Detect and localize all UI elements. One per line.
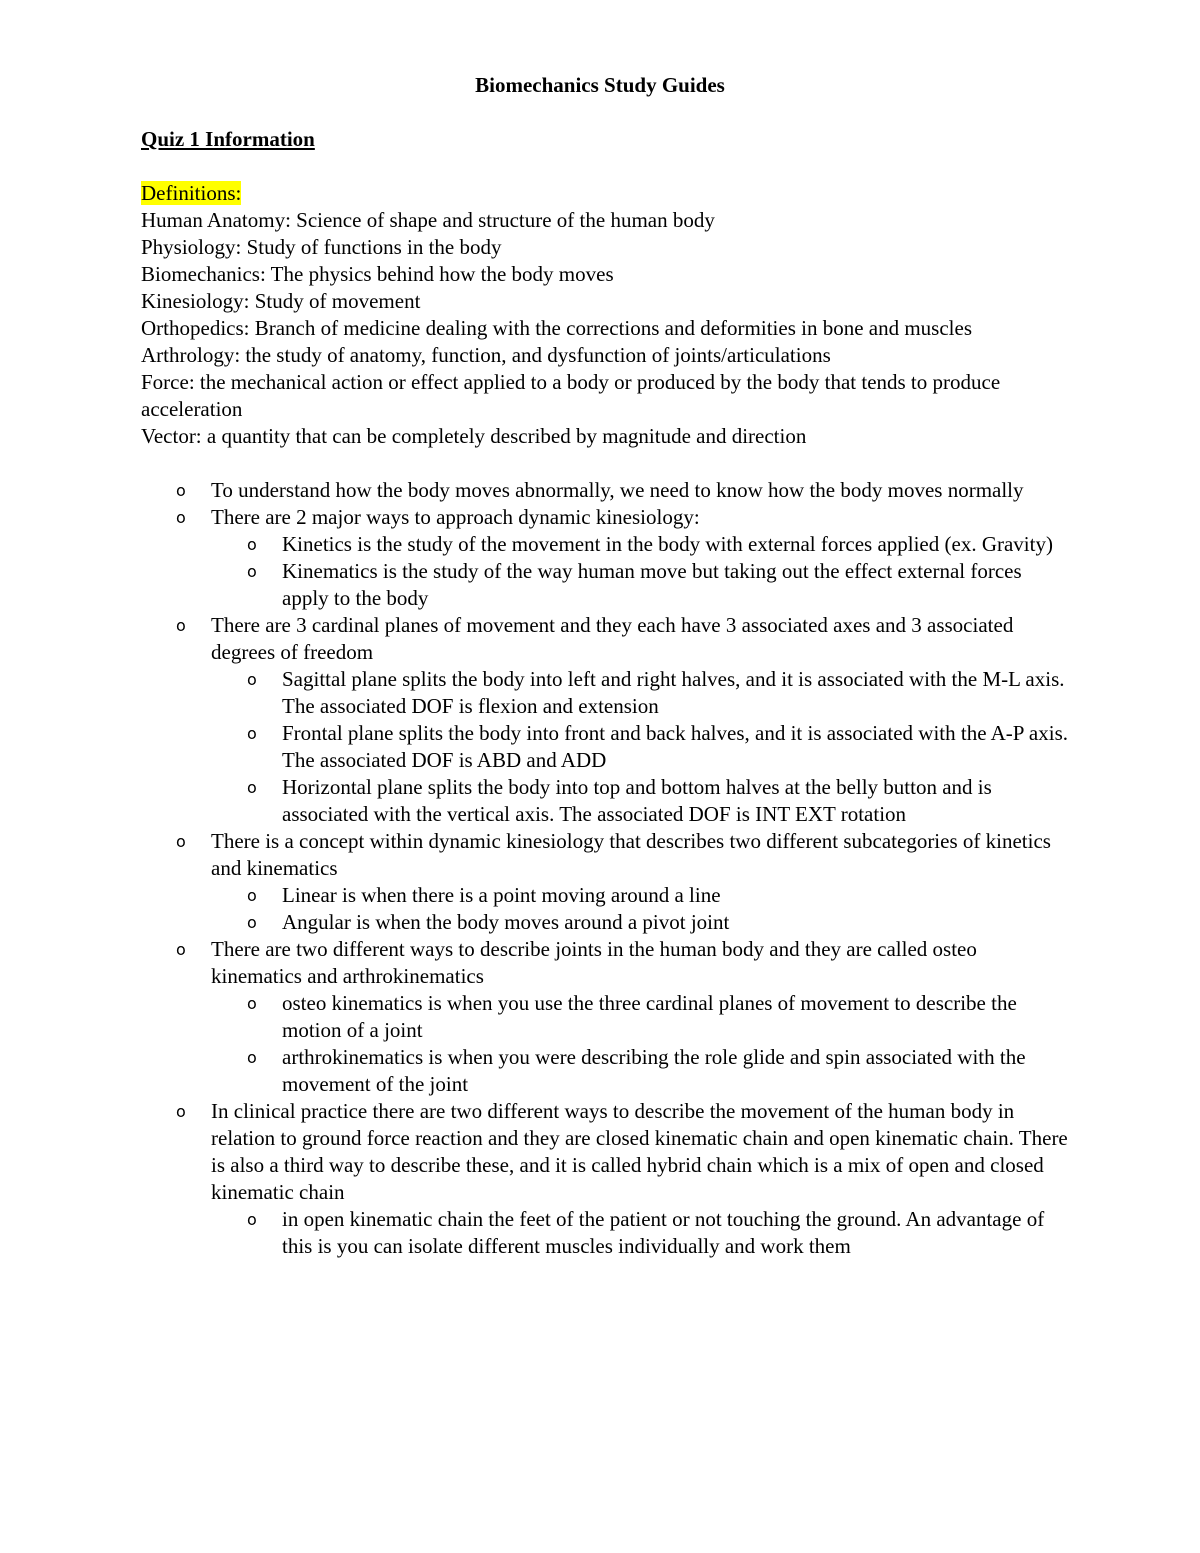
bullet-text: In clinical practice there are two different ways to describe the movement of the human body in relation to ground force reaction and they are closed kinematic chain and open kinematic chain. There is also a third way to describe these, and it is called hybrid chain which is a mix of open and closed kinematic chain	[211, 1099, 1068, 1204]
sub-bullet-text: Kinematics is the study of the way human move but taking out the effect external forces apply to the body	[282, 559, 1022, 610]
bullet-item	[141, 504, 1071, 612]
definition-item: Human Anatomy: Science of shape and structure of the human body	[141, 208, 715, 232]
definitions-label-line	[141, 180, 1071, 207]
definitions-list	[141, 207, 1071, 450]
sub-bullet-text: Linear is when there is a point moving around a line	[282, 883, 721, 907]
bullet-circle-icon: o	[176, 481, 186, 500]
bullet-circle-icon: o	[176, 940, 186, 959]
definition-item: Biomechanics: The physics behind how the body moves	[141, 262, 614, 286]
bullet-circle-icon: o	[176, 508, 186, 527]
bullet-circle-icon: o	[176, 616, 186, 635]
bullet-circle-icon: o	[247, 535, 257, 554]
bullet-circle-icon: o	[247, 778, 257, 797]
bullet-circle-icon: o	[176, 1102, 186, 1121]
sub-bullet-item	[211, 1044, 1071, 1098]
bullet-circle-icon: o	[247, 724, 257, 743]
bullet-text: There are 3 cardinal planes of movement and they each have 3 associated axes and 3 associated degrees of freedom	[211, 613, 1014, 664]
sub-bullet-item	[211, 909, 1071, 936]
sub-bullet-item	[211, 531, 1071, 558]
sub-bullet-list	[211, 531, 1071, 612]
bullet-item	[141, 936, 1071, 1098]
definition-item: Vector: a quantity that can be completely described by magnitude and direction	[141, 424, 807, 448]
definition-item: Force: the mechanical action or effect applied to a body or produced by the body that tends to produce acceleration	[141, 370, 1001, 421]
bullet-circle-icon: o	[247, 994, 257, 1013]
sub-bullet-text: osteo kinematics is when you use the three cardinal planes of movement to describe the motion of a joint	[282, 991, 1017, 1042]
sub-bullet-item	[211, 774, 1071, 828]
bullet-circle-icon: o	[247, 886, 257, 905]
bullet-text: To understand how the body moves abnormally, we need to know how the body moves normally	[211, 478, 1024, 502]
document-title: Biomechanics Study Guides	[475, 73, 725, 97]
sub-bullet-text: in open kinematic chain the feet of the patient or not touching the ground. An advantage of this is you can isolate different muscles individually and work them	[282, 1207, 1045, 1258]
spacer	[141, 153, 1071, 180]
bullet-circle-icon: o	[247, 562, 257, 581]
definition-item: Arthrology: the study of anatomy, function, and dysfunction of joints/articulations	[141, 343, 831, 367]
sub-bullet-list	[211, 1206, 1071, 1260]
bullet-item	[141, 477, 1071, 504]
document-page	[141, 72, 1071, 1260]
bullet-circle-icon: o	[247, 1210, 257, 1229]
bullet-text: There is a concept within dynamic kinesiology that describes two different subcategories of kinetics and kinematics	[211, 829, 1051, 880]
definition-item: Kinesiology: Study of movement	[141, 289, 421, 313]
sub-bullet-item	[211, 666, 1071, 720]
bullet-item	[141, 612, 1071, 828]
sub-bullet-item	[211, 720, 1071, 774]
sub-bullet-text: Angular is when the body moves around a pivot joint	[282, 910, 730, 934]
bullet-circle-icon: o	[247, 1048, 257, 1067]
bullet-list	[141, 477, 1071, 1260]
sub-bullet-list	[211, 666, 1071, 828]
bullet-item	[141, 828, 1071, 936]
section-heading: Quiz 1 Information	[141, 127, 315, 151]
sub-bullet-text: Horizontal plane splits the body into top and bottom halves at the belly button and is associated with the vertical axis. The associated DOF is INT EXT rotation	[282, 775, 992, 826]
definition-item: Physiology: Study of functions in the body	[141, 235, 502, 259]
bullet-circle-icon: o	[247, 670, 257, 689]
definition-item: Orthopedics: Branch of medicine dealing with the corrections and deformities in bone and muscles	[141, 316, 973, 340]
sub-bullet-text: Frontal plane splits the body into front and back halves, and it is associated with the A-P axis. The associated DOF is ABD and ADD	[282, 721, 1069, 772]
bullet-item	[141, 1098, 1071, 1260]
sub-bullet-item	[211, 558, 1071, 612]
sub-bullet-text: arthrokinematics is when you were describing the role glide and spin associated with the movement of the joint	[282, 1045, 1026, 1096]
sub-bullet-list	[211, 882, 1071, 936]
sub-bullet-text: Kinetics is the study of the movement in the body with external forces applied (ex. Gravity)	[282, 532, 1053, 556]
bullet-text: There are two different ways to describe joints in the human body and they are called osteo kinematics and arthrokinematics	[211, 937, 977, 988]
spacer	[141, 450, 1071, 477]
sub-bullet-list	[211, 990, 1071, 1098]
bullet-text: There are 2 major ways to approach dynamic kinesiology:	[211, 505, 700, 529]
sub-bullet-item	[211, 1206, 1071, 1260]
spacer	[141, 99, 1071, 126]
sub-bullet-item	[211, 990, 1071, 1044]
sub-bullet-text: Sagittal plane splits the body into left and right halves, and it is associated with the M-L axis. The associated DOF is flexion and extension	[282, 667, 1065, 718]
definitions-label: Definitions:	[141, 181, 242, 205]
sub-bullet-item	[211, 882, 1071, 909]
bullet-circle-icon: o	[247, 913, 257, 932]
bullet-circle-icon: o	[176, 832, 186, 851]
